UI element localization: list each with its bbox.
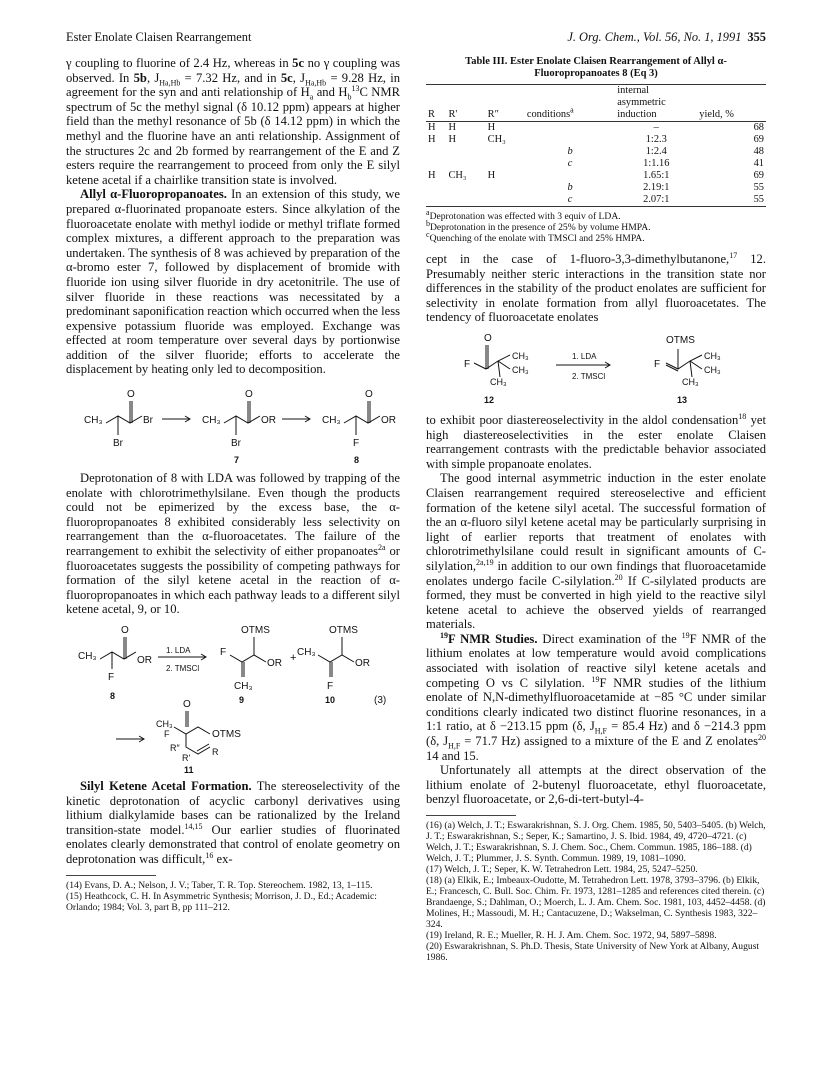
table-cell [486, 182, 525, 194]
table-row [426, 182, 766, 194]
reagent-tmscl: 2. TMSCl [166, 664, 200, 673]
footnote-14: (14) Evans, D. A.; Nelson, J. V.; Taber, T. R. Top. Stereochem. 1982, 13, 1–115. [66, 879, 373, 891]
or-label: OR [261, 415, 276, 427]
table-cell: 1:1.16 [643, 158, 670, 169]
ch3-label: CH₃ [322, 415, 341, 427]
table-row [426, 134, 766, 146]
table-row [426, 146, 766, 158]
footnote-15: (15) Heathcock, C. H. In Asymmetric Synthesis; Morrison, J. D., Ed.; Academic: Orlando; 1984; Vol. 3, part B, pp 111–212. [66, 890, 377, 913]
journal-citation: J. Org. Chem., Vol. 56, No. 1, 1991 355 [567, 30, 766, 44]
table-cell: H [428, 122, 436, 133]
f-label: F [164, 729, 170, 739]
table-row [426, 158, 766, 170]
left-column [66, 56, 400, 913]
table-cell: 2.07:1 [615, 194, 697, 207]
f-label: F [464, 358, 471, 370]
paragraph-except-case: cept in the case of 1-fluoro-3,3-dimethylbutanone,$^{17}$ 12. Presumably neither steric interactions in the transition state nor differences in the stability of the product enolates are sufficient for selectivity in enolate formation from allyl fluoroacetates. The tendency of fluoroacetate enolates [426, 250, 767, 325]
table-cell: H [428, 170, 436, 181]
table-3-grid [426, 84, 766, 207]
otms-label: OTMS [666, 334, 695, 346]
table-footnote-b: $^b$Deprotonation in the presence of 25% by volume HMPA. [426, 218, 651, 233]
table-cell [486, 158, 525, 170]
table-cell: H [428, 134, 436, 145]
reagent-lda: 1. LDA [166, 646, 191, 655]
oxygen-label: O [365, 389, 373, 401]
ch3-label: CH₃ [512, 350, 529, 361]
table-footnote-a: $^a$Deprotonation was effected with 3 equiv of LDA. [426, 207, 621, 222]
table-cell: CH₃ [487, 134, 506, 145]
ch3-label: CH₃ [512, 364, 529, 375]
table-cell: CH₃ [448, 170, 467, 181]
table-footnote-c: $^c$Quenching of the enolate with TMSCl and 25% HMPA. [426, 229, 645, 244]
f-label: F [353, 438, 360, 450]
table-cell: H [487, 122, 496, 133]
running-title: Ester Enolate Claisen Rearrangement [66, 30, 252, 44]
paragraph-allyl-fluoropropanoates: Allyl α-Fluoropropanoates. In an extension of this study, we prepared α-fluorinated propanoate esters. Since alkylation of the fluoroacetate enolate with methyl iodide or methyl triflate formed complex mixtures, a different approach to the preparation was undertaken. The synthesis of 8 was achieved by preparation of the α-bromo ester 7, followed by displacement of bromide with fluoride ion using silver fluoride in dry acetonitrile. The use of silver fluoride in these reactions was necessitated by a predominant saponification reaction which occurred when the less expensive potassium fluoride was employed. Exchange was effected at room temperature over several days by portionwise addition of the silver fluoride; efforts to accelerate the displacement by heating only led to decomposition. [66, 187, 400, 377]
table-cell: 1:2.4 [645, 146, 667, 157]
section-heading-19f: $^{19}$F NMR Studies. [440, 630, 538, 646]
compound-8-label: 8 [354, 455, 360, 466]
table-cell: – [653, 122, 659, 133]
ch3-label: CH₃ [78, 651, 97, 662]
table-cell [525, 122, 615, 135]
section-heading-silyl: Silyl Ketene Acetal Formation. [80, 779, 252, 793]
ch3-label: CH₃ [704, 350, 721, 361]
oxygen-label: O [484, 332, 492, 344]
paragraph-coupling: γ coupling to fluorine of 2.4 Hz, whereas in 5c no γ coupling was observed. In 5b, $J_{Ha,Hb} = 7.32$ Hz, and in 5c, $J_{Ha,Hb} = 9.28$ Hz, in agreement for the syn and anti relationship of $H_a$ and $H_b^{13}C$ NMR spectrum of 5c the methyl signal (δ 10.12 ppm) appears at higher field than the methyl resonance of 5b (δ 14.12 ppm) in which the methyl and the fluorine have an anti relationship. Assignment of the structures 2c and 2b formed by rearrangement of the E and Z esters require the rearrangement to proceed from only the E silyl ketene acetal if a chairlike transition state is involved. [66, 56, 400, 187]
footnote-rule [66, 875, 156, 876]
equation-number: (3) [374, 695, 387, 706]
table-cell: 1:2.3 [645, 134, 667, 145]
paragraph-unfortunately: Unfortunately all attempts at the direct observation of the lithium enolate of 2-butenyl fluoroacetate, ethyl fluoroacetate, benzyl fluoroacetate, or 2,6-di-tert-butyl-4- [426, 763, 766, 807]
paragraph-silyl-ketene: Silyl Ketene Acetal Formation. The stereoselectivity of the kinetic deprotonation of acyclic carbonyl derivatives using lithium dialkylamide bases can be rationalized by the Ireland transition-state model.$^{14,15}$ Our earlier studies of fluorinated enolates clearly demonstrated that control of enolate geometry on deprotonation was difficult,$^{16}$ ex- [66, 779, 400, 866]
ch3-label: CH₃ [297, 647, 316, 658]
br-label: Br [143, 415, 153, 427]
or-label: OR [267, 658, 282, 669]
compound-8-label: 8 [110, 691, 116, 701]
table-footnotes [426, 207, 766, 244]
paragraph-19f-nmr: $^{19}$F NMR Studies. Direct examination of the $^{19}$F NMR of the lithium enolates at low temperature would avoid complications associated with isolation of reactive silyl ketene acetals and competing O vs C silylation. $^{19}$F NMR studies of the lithium enolate of N,N-dimethylfluoroacetamide at −85 °C under similar conditions clearly indicated two distinct fluorine resonances, in a 1:1 ratio, at δ −213.15 ppm (δ, $J_{H,F} = 85.4$ Hz) and δ −214.3 ppm (δ, $J_{H,F} = 71.7$ Hz) assigned to a mixture of the E and Z enolates$^{20}$ 14 and 15. [426, 630, 766, 763]
reagent-tmscl: 2. TMSCl [572, 371, 606, 381]
otms-label: OTMS [241, 625, 270, 636]
table-cell: c [567, 158, 573, 169]
reagent-lda: 1. LDA [572, 351, 597, 361]
table-header: R″ [486, 85, 525, 122]
section-heading-allyl: Allyl α-Fluoropropanoates. [80, 187, 227, 202]
table-header: internal asymmetric induction [615, 85, 697, 122]
table-cell: 48 [753, 146, 764, 157]
oxygen-label: O [183, 699, 191, 710]
table-header: yield, % [697, 85, 766, 122]
table-cell [446, 194, 485, 207]
compound-13-label: 13 [677, 394, 688, 405]
footnote-17: (17) Welch, J. T.; Seper, K. W. Tetrahedron Lett. 1984, 25, 5247–5250. [426, 864, 698, 875]
ch3-label: CH₃ [156, 719, 173, 729]
compound-9-label: 9 [239, 695, 245, 705]
table-title: Table III. Ester Enolate Claisen Rearrangement of Allyl α-Fluoropropanoates 8 (Eq 3) [465, 56, 727, 79]
table-cell: 68 [753, 122, 764, 133]
ch3-label: CH₃ [704, 364, 721, 375]
table-header: R [426, 85, 446, 122]
r2-label: R″ [170, 743, 180, 753]
table-row [426, 194, 766, 207]
table-3 [426, 56, 766, 244]
equation-3-scheme [66, 623, 400, 773]
plus-sign: + [290, 652, 297, 664]
br-label: Br [231, 438, 241, 450]
paragraph-aldol: to exhibit poor diastereoselectivity in the aldol condensation$^{18}$ yet high diastereoselectivities in the ester enolate Claisen rearrangement contrasts with the predictable behavior associated with simple propanoate enolates. [426, 411, 766, 471]
f-label: F [220, 647, 227, 658]
table-cell: b [567, 182, 573, 193]
table-cell [486, 146, 525, 158]
ch3-label: CH₃ [682, 376, 699, 387]
page-number: 355 [747, 30, 766, 44]
table-cell [446, 158, 485, 170]
table-cell [426, 146, 446, 158]
br-label: Br [113, 438, 123, 450]
or-label: OR [381, 415, 396, 427]
compound-10-label: 10 [325, 695, 336, 705]
table-cell: 41 [753, 158, 764, 169]
table-cell: c [525, 194, 615, 207]
footnote-19: (19) Ireland, R. E.; Mueller, R. H. J. Am. Chem. Soc. 1972, 94, 5897–5898. [426, 930, 717, 941]
footnote-20: (20) Eswarakrishnan, S. Ph.D. Thesis, State University of New York at Albany, August 1986. [426, 941, 760, 963]
otms-label: OTMS [212, 729, 241, 740]
paragraph-internal-induction: The good internal asymmetric induction in the ester enolate Claisen rearrangement required stereoselective and efficient formation of the ketene silyl acetal. The successful formation of the an α-fluoro silyl ketene acetal may be particularly surprising in light of earlier reports that treatment of enolates with chlorotrimethylsilane could result in significant amounts of C-silylation,$^{2a,19}$ in addition to our own findings that fluoroacetamide enolates undergo facile C-silylation.$^{20}$ If C-silylated products are formed, they must be converted in high yield to the reactive silyl ketene acetal to achieve the observed yields of rearranged materials. [426, 471, 766, 632]
ch3-label: CH₃ [202, 415, 221, 427]
table-cell: 69 [753, 134, 764, 145]
table-cell: 2.19:1 [643, 182, 670, 193]
table-row [426, 170, 766, 182]
paragraph-deprotonation: Deprotonation of 8 with LDA was followed by trapping of the enolate with chlorotrimethylsilane. Even though the products could not be epimerized by the excess base, the α-fluoropropanoates 8 exhibited considerably less selectivity on rearrangement than the α-fluoroacetates. The failure of the rearrangement to exhibit the selectivity of either propanoates$^{2a}$ or fluoroacetates suggests the possibility of competing pathways for formation of the silyl ketene acetal in the reaction of α-fluoropropanoates in which each pathway leads to a different silyl ketene acetal, 9, or 10. [66, 471, 400, 617]
footnote-16: (16) (a) Welch, J. T.; Eswarakrishnan, S. J. Org. Chem. 1985, 50, 5403–5405. (b) Welch, J. T.; Eswarakrishnan, S.; Seper, K.; Samartino, J. S. Ibid. 1984, 49, 4720–4721. (c) Welch, J. T.; Eswarakrishnan, S. J. Chem. Soc., Chem. Commun. 1985, 186–188. (d) Welch, J. T.; Plummer, J. S. Synth. Commun. 1989, 19, 1081–1090. [426, 820, 766, 864]
table-cell [486, 194, 525, 207]
table-cell: 55 [697, 194, 766, 207]
table-cell [426, 194, 446, 207]
compound-12-label: 12 [484, 394, 495, 405]
table-header: R' [446, 85, 485, 122]
compound-7-label: 7 [234, 455, 240, 466]
right-column [426, 56, 766, 963]
table-cell: 69 [753, 170, 764, 181]
f-label: F [654, 358, 661, 370]
table-cell: 55 [753, 182, 764, 193]
scheme-bromo-to-fluoro [66, 383, 400, 465]
table-header: conditions$^a$ [525, 85, 615, 122]
table-cell [426, 158, 446, 170]
footnote-rule [426, 815, 516, 816]
table-cell [525, 134, 615, 146]
footnote-18: (18) (a) Elkik, E.; Imbeaux-Oudotte, M. Tetrahedron Lett. 1978, 3793–3796. (b) Elkik, E.; Francesch, C. Bull. Soc. Chim. Fr. 1973, 1281–1285 and references cited therein. (c) Brandaenge, S.; Dahlman, O.; Moerch, L. J. Am. Chem. Soc. 1981, 103, 4452–4458. (d) Molines, H.; Massoudi, M. H.; Cantacuzene, D.; Wakselman, C. Synthesis 1983, 322–324. [426, 875, 766, 930]
compound-11-label: 11 [184, 765, 194, 773]
f-label: F [327, 681, 334, 692]
f-label: F [108, 672, 115, 683]
otms-label: OTMS [329, 625, 358, 636]
running-header [66, 30, 766, 48]
oxygen-label: O [245, 389, 253, 401]
table-cell [525, 170, 615, 182]
oxygen-label: O [127, 389, 135, 401]
scheme-12-to-13 [426, 331, 766, 407]
table-cell [426, 182, 446, 194]
r1-label: R' [182, 753, 191, 763]
oxygen-label: O [121, 625, 129, 636]
ch3-label: CH₃ [84, 415, 103, 427]
table-cell: H [487, 170, 496, 181]
table-cell: 1.65:1 [643, 170, 670, 181]
table-row [426, 122, 766, 135]
table-cell: H [448, 134, 456, 145]
table-cell [446, 146, 485, 158]
or-label: OR [355, 658, 370, 669]
table-cell: b [567, 146, 573, 157]
table-body [426, 122, 766, 207]
or-label: OR [137, 655, 152, 666]
table-cell: H [448, 122, 456, 133]
r-label: R [212, 747, 219, 757]
ch3-label: CH₃ [234, 681, 253, 692]
table-cell [446, 182, 485, 194]
ch3-label: CH₃ [490, 376, 507, 387]
